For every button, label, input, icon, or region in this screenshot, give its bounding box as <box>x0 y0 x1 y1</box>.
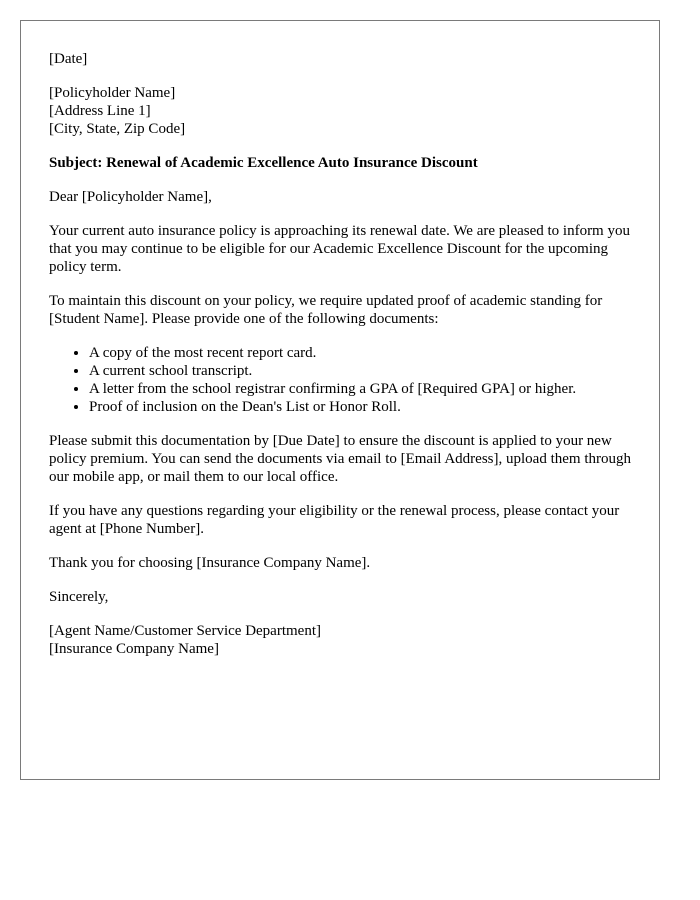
list-item: • A copy of the most recent report card. <box>89 344 631 362</box>
required-documents-list <box>49 344 631 416</box>
recipient-address-block <box>49 84 631 138</box>
paragraph-thank-you: Thank you for choosing [Insurance Company Name]. <box>49 555 371 571</box>
recipient-address-line-1: [Address Line 1] <box>49 103 151 119</box>
paragraph-proof-request: To maintain this discount on your policy, we require updated proof of academic standing for [Student Name]. Please provide one of the following documents: <box>49 293 603 327</box>
recipient-name: [Policyholder Name] <box>49 85 176 101</box>
letter-page <box>20 20 660 780</box>
list-item: • Proof of inclusion on the Dean's List or Honor Roll. <box>89 398 631 416</box>
letter-date: [Date] <box>49 51 88 67</box>
letter-salutation: Dear [Policyholder Name], <box>49 189 212 205</box>
paragraph-submission-instructions: Please submit this documentation by [Due Date] to ensure the discount is applied to your new policy premium. You can send the documents via email to [Email Address], upload them through our mobile app, or mail them to our local office. <box>49 433 631 485</box>
list-item: • A letter from the school registrar confirming a GPA of [Required GPA] or higher. <box>89 380 631 398</box>
list-item: • A current school transcript. <box>89 362 631 380</box>
paragraph-contact-info: If you have any questions regarding your eligibility or the renewal process, please contact your agent at [Phone Number]. <box>49 503 620 537</box>
recipient-city-state-zip: [City, State, Zip Code] <box>49 121 186 137</box>
paragraph-renewal-notice: Your current auto insurance policy is approaching its renewal date. We are pleased to inform you that you may continue to be eligible for our Academic Excellence Discount for the upcoming policy term. <box>49 223 630 275</box>
signature-block <box>49 622 631 658</box>
signature-sender: [Agent Name/Customer Service Department] <box>49 623 321 639</box>
letter-closing: Sincerely, <box>49 589 109 605</box>
signature-company: [Insurance Company Name] <box>49 641 219 657</box>
letter-subject: Subject: Renewal of Academic Excellence Auto Insurance Discount <box>49 155 478 171</box>
